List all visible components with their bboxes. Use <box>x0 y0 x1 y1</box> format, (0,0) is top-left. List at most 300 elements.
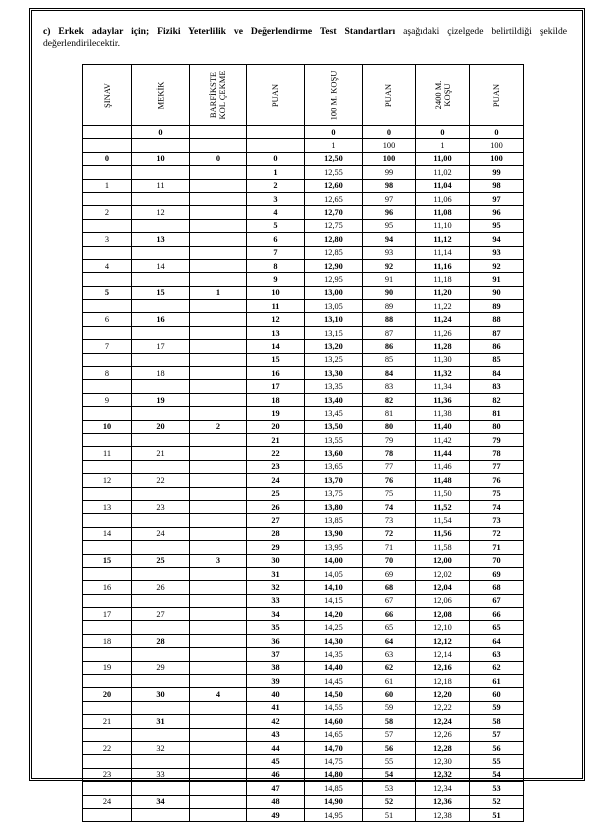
cell-puan-2: 61 <box>363 675 416 688</box>
cell-sinav <box>83 728 132 741</box>
cell-sinav <box>83 782 132 795</box>
cell-puan-2: 65 <box>363 621 416 634</box>
cell-sinav <box>83 487 132 500</box>
cell-puan-1: 27 <box>247 514 305 527</box>
cell-2400m: 0 <box>416 126 470 139</box>
cell-puan-3: 85 <box>470 353 524 366</box>
cell-mekik <box>132 326 190 339</box>
cell-puan-3: 58 <box>470 715 524 728</box>
cell-puan-3: 54 <box>470 768 524 781</box>
table-row <box>83 554 524 567</box>
cell-2400m: 11,36 <box>416 393 470 406</box>
cell-puan-2: 87 <box>363 326 416 339</box>
cell-puan-2: 66 <box>363 608 416 621</box>
cell-barfiks <box>190 701 247 714</box>
cell-mekik <box>132 594 190 607</box>
cell-puan-1: 44 <box>247 741 305 754</box>
cell-mekik <box>132 621 190 634</box>
cell-puan-3: 79 <box>470 433 524 446</box>
cell-mekik: 21 <box>132 447 190 460</box>
cell-sinav <box>83 273 132 286</box>
cell-puan-3: 68 <box>470 581 524 594</box>
cell-2400m: 12,06 <box>416 594 470 607</box>
cell-barfiks <box>190 621 247 634</box>
cell-puan-1: 34 <box>247 608 305 621</box>
cell-sinav <box>83 353 132 366</box>
cell-2400m: 11,58 <box>416 541 470 554</box>
table-row <box>83 768 524 781</box>
cell-2400m: 12,14 <box>416 648 470 661</box>
cell-puan-2: 76 <box>363 474 416 487</box>
cell-2400m: 11,06 <box>416 192 470 205</box>
cell-puan-2: 59 <box>363 701 416 714</box>
cell-puan-1: 14 <box>247 340 305 353</box>
cell-mekik <box>132 353 190 366</box>
cell-puan-2: 57 <box>363 728 416 741</box>
cell-barfiks: 3 <box>190 554 247 567</box>
cell-100m: 14,05 <box>305 567 363 580</box>
cell-2400m: 12,04 <box>416 581 470 594</box>
cell-puan-2: 77 <box>363 460 416 473</box>
cell-100m: 12,80 <box>305 233 363 246</box>
cell-mekik: 10 <box>132 152 190 165</box>
cell-puan-3: 63 <box>470 648 524 661</box>
cell-puan-1: 43 <box>247 728 305 741</box>
cell-puan-3: 81 <box>470 407 524 420</box>
cell-barfiks <box>190 326 247 339</box>
table-row <box>83 741 524 754</box>
cell-puan-2: 90 <box>363 286 416 299</box>
cell-sinav: 3 <box>83 233 132 246</box>
cell-puan-1: 4 <box>247 206 305 219</box>
cell-2400m: 12,02 <box>416 567 470 580</box>
cell-puan-1: 48 <box>247 795 305 808</box>
cell-puan-1: 38 <box>247 661 305 674</box>
cell-sinav: 2 <box>83 206 132 219</box>
cell-2400m: 12,34 <box>416 782 470 795</box>
cell-100m: 13,20 <box>305 340 363 353</box>
cell-sinav <box>83 460 132 473</box>
cell-mekik <box>132 166 190 179</box>
cell-100m: 1 <box>305 139 363 152</box>
cell-100m: 13,05 <box>305 300 363 313</box>
table-row <box>83 367 524 380</box>
cell-100m: 13,45 <box>305 407 363 420</box>
cell-sinav <box>83 541 132 554</box>
cell-barfiks <box>190 661 247 674</box>
cell-puan-2: 84 <box>363 367 416 380</box>
fitness-standards-table <box>82 64 524 822</box>
cell-puan-3: 78 <box>470 447 524 460</box>
cell-puan-3: 64 <box>470 634 524 647</box>
cell-sinav <box>83 594 132 607</box>
cell-mekik <box>132 433 190 446</box>
cell-100m: 13,65 <box>305 460 363 473</box>
cell-puan-3: 0 <box>470 126 524 139</box>
cell-puan-2: 56 <box>363 741 416 754</box>
cell-100m: 13,95 <box>305 541 363 554</box>
cell-barfiks <box>190 474 247 487</box>
cell-100m: 14,90 <box>305 795 363 808</box>
cell-puan-3: 65 <box>470 621 524 634</box>
cell-puan-2: 55 <box>363 755 416 768</box>
table-row <box>83 621 524 634</box>
cell-sinav <box>83 701 132 714</box>
cell-100m: 13,10 <box>305 313 363 326</box>
cell-barfiks <box>190 675 247 688</box>
cell-barfiks <box>190 715 247 728</box>
cell-sinav: 16 <box>83 581 132 594</box>
cell-puan-1: 42 <box>247 715 305 728</box>
cell-sinav <box>83 433 132 446</box>
cell-mekik: 33 <box>132 768 190 781</box>
cell-2400m: 11,34 <box>416 380 470 393</box>
cell-2400m: 12,10 <box>416 621 470 634</box>
cell-sinav <box>83 326 132 339</box>
cell-puan-1: 5 <box>247 219 305 232</box>
cell-puan-1: 32 <box>247 581 305 594</box>
cell-sinav <box>83 166 132 179</box>
cell-mekik <box>132 273 190 286</box>
cell-2400m: 11,22 <box>416 300 470 313</box>
cell-puan-2: 79 <box>363 433 416 446</box>
cell-puan-2: 83 <box>363 380 416 393</box>
cell-puan-1: 33 <box>247 594 305 607</box>
cell-2400m: 11,32 <box>416 367 470 380</box>
table-row <box>83 233 524 246</box>
header-row <box>83 65 524 126</box>
table-row <box>83 340 524 353</box>
cell-puan-2: 72 <box>363 527 416 540</box>
cell-100m: 14,30 <box>305 634 363 647</box>
cell-puan-2: 99 <box>363 166 416 179</box>
cell-puan-2: 98 <box>363 179 416 192</box>
cell-puan-3: 74 <box>470 500 524 513</box>
cell-puan-2: 80 <box>363 420 416 433</box>
cell-mekik: 30 <box>132 688 190 701</box>
cell-2400m: 11,04 <box>416 179 470 192</box>
cell-100m: 13,60 <box>305 447 363 460</box>
cell-mekik <box>132 219 190 232</box>
table-row <box>83 715 524 728</box>
cell-mekik <box>132 541 190 554</box>
table-row <box>83 393 524 406</box>
cell-puan-2: 63 <box>363 648 416 661</box>
cell-barfiks <box>190 567 247 580</box>
cell-mekik: 24 <box>132 527 190 540</box>
cell-barfiks <box>190 126 247 139</box>
cell-puan-2: 54 <box>363 768 416 781</box>
cell-sinav: 5 <box>83 286 132 299</box>
cell-sinav <box>83 567 132 580</box>
cell-puan-2: 51 <box>363 808 416 821</box>
header-100m: 100 M. KOŞU <box>305 65 363 126</box>
cell-100m: 14,75 <box>305 755 363 768</box>
cell-mekik: 32 <box>132 741 190 754</box>
cell-puan-2: 71 <box>363 541 416 554</box>
cell-puan-3: 55 <box>470 755 524 768</box>
cell-sinav: 6 <box>83 313 132 326</box>
cell-100m: 14,80 <box>305 768 363 781</box>
cell-puan-1: 24 <box>247 474 305 487</box>
cell-barfiks <box>190 608 247 621</box>
cell-puan-2: 95 <box>363 219 416 232</box>
cell-puan-1: 7 <box>247 246 305 259</box>
cell-puan-1: 35 <box>247 621 305 634</box>
cell-mekik <box>132 460 190 473</box>
cell-puan-3: 100 <box>470 152 524 165</box>
cell-puan-3: 97 <box>470 192 524 205</box>
header-mekik: MEKİK <box>132 65 190 126</box>
cell-sinav <box>83 192 132 205</box>
table-row <box>83 246 524 259</box>
cell-puan-3: 94 <box>470 233 524 246</box>
cell-mekik: 22 <box>132 474 190 487</box>
cell-100m: 0 <box>305 126 363 139</box>
cell-puan-3: 57 <box>470 728 524 741</box>
table-row <box>83 567 524 580</box>
table-row <box>83 313 524 326</box>
cell-2400m: 12,38 <box>416 808 470 821</box>
cell-2400m: 11,00 <box>416 152 470 165</box>
table-row <box>83 179 524 192</box>
cell-barfiks: 1 <box>190 286 247 299</box>
cell-puan-3: 61 <box>470 675 524 688</box>
cell-2400m: 12,18 <box>416 675 470 688</box>
cell-100m: 14,65 <box>305 728 363 741</box>
cell-puan-2: 52 <box>363 795 416 808</box>
table-row <box>83 126 524 139</box>
cell-barfiks <box>190 192 247 205</box>
cell-puan-1: 1 <box>247 166 305 179</box>
cell-2400m: 11,42 <box>416 433 470 446</box>
cell-100m: 13,90 <box>305 527 363 540</box>
cell-sinav: 13 <box>83 500 132 513</box>
cell-2400m: 11,02 <box>416 166 470 179</box>
cell-mekik <box>132 648 190 661</box>
cell-mekik: 25 <box>132 554 190 567</box>
cell-puan-1: 23 <box>247 460 305 473</box>
cell-sinav: 7 <box>83 340 132 353</box>
cell-100m: 13,35 <box>305 380 363 393</box>
table-row <box>83 447 524 460</box>
table-row <box>83 755 524 768</box>
cell-puan-2: 75 <box>363 487 416 500</box>
cell-100m: 12,95 <box>305 273 363 286</box>
cell-barfiks <box>190 219 247 232</box>
cell-100m: 12,50 <box>305 152 363 165</box>
cell-sinav: 11 <box>83 447 132 460</box>
cell-puan-3: 66 <box>470 608 524 621</box>
cell-2400m: 11,20 <box>416 286 470 299</box>
cell-mekik <box>132 728 190 741</box>
cell-mekik: 12 <box>132 206 190 219</box>
cell-2400m: 11,28 <box>416 340 470 353</box>
cell-puan-3: 53 <box>470 782 524 795</box>
cell-mekik <box>132 300 190 313</box>
table-row <box>83 782 524 795</box>
cell-barfiks <box>190 340 247 353</box>
cell-sinav: 0 <box>83 152 132 165</box>
cell-sinav: 10 <box>83 420 132 433</box>
cell-barfiks <box>190 782 247 795</box>
cell-2400m: 12,36 <box>416 795 470 808</box>
cell-2400m: 12,12 <box>416 634 470 647</box>
table-row <box>83 273 524 286</box>
intro-lead: c) Erkek adaylar için; Fiziki Yeterlilik ve Değerlendirme Test Standartları <box>43 26 396 37</box>
cell-sinav: 12 <box>83 474 132 487</box>
table-row <box>83 420 524 433</box>
cell-puan-3: 69 <box>470 567 524 580</box>
table-row <box>83 433 524 446</box>
cell-2400m: 12,26 <box>416 728 470 741</box>
cell-100m: 13,80 <box>305 500 363 513</box>
cell-sinav <box>83 755 132 768</box>
cell-100m: 12,55 <box>305 166 363 179</box>
cell-puan-1: 0 <box>247 152 305 165</box>
cell-mekik: 27 <box>132 608 190 621</box>
cell-puan-2: 92 <box>363 259 416 272</box>
cell-puan-3: 52 <box>470 795 524 808</box>
cell-mekik: 0 <box>132 126 190 139</box>
header-sinav: ŞINAV <box>83 65 132 126</box>
cell-mekik: 13 <box>132 233 190 246</box>
cell-barfiks <box>190 259 247 272</box>
cell-sinav <box>83 407 132 420</box>
cell-100m: 12,60 <box>305 179 363 192</box>
cell-barfiks <box>190 741 247 754</box>
cell-puan-1: 45 <box>247 755 305 768</box>
cell-sinav <box>83 648 132 661</box>
cell-2400m: 11,44 <box>416 447 470 460</box>
cell-puan-3: 86 <box>470 340 524 353</box>
cell-2400m: 11,08 <box>416 206 470 219</box>
cell-puan-3: 59 <box>470 701 524 714</box>
cell-puan-3: 84 <box>470 367 524 380</box>
table-row <box>83 487 524 500</box>
header-2400m: 2400 M. KOŞU <box>416 65 470 126</box>
cell-puan-1: 12 <box>247 313 305 326</box>
cell-sinav <box>83 514 132 527</box>
intro-paragraph <box>43 26 567 50</box>
table-row <box>83 634 524 647</box>
cell-barfiks <box>190 755 247 768</box>
cell-100m: 13,15 <box>305 326 363 339</box>
cell-100m: 14,20 <box>305 608 363 621</box>
header-puan-3: PUAN <box>470 65 524 126</box>
cell-puan-1: 2 <box>247 179 305 192</box>
cell-puan-1: 3 <box>247 192 305 205</box>
table-row <box>83 407 524 420</box>
cell-2400m: 11,56 <box>416 527 470 540</box>
cell-puan-1: 31 <box>247 567 305 580</box>
cell-mekik: 16 <box>132 313 190 326</box>
cell-puan-3: 93 <box>470 246 524 259</box>
cell-puan-2: 91 <box>363 273 416 286</box>
cell-mekik: 23 <box>132 500 190 513</box>
cell-mekik: 26 <box>132 581 190 594</box>
cell-2400m: 11,54 <box>416 514 470 527</box>
cell-2400m: 12,08 <box>416 608 470 621</box>
cell-sinav: 4 <box>83 259 132 272</box>
table-row <box>83 514 524 527</box>
cell-mekik: 19 <box>132 393 190 406</box>
cell-puan-3: 95 <box>470 219 524 232</box>
cell-100m: 14,10 <box>305 581 363 594</box>
cell-sinav <box>83 621 132 634</box>
cell-barfiks <box>190 500 247 513</box>
cell-puan-3: 67 <box>470 594 524 607</box>
cell-2400m: 12,00 <box>416 554 470 567</box>
cell-puan-1: 20 <box>247 420 305 433</box>
table-row <box>83 661 524 674</box>
cell-2400m: 11,48 <box>416 474 470 487</box>
cell-2400m: 11,46 <box>416 460 470 473</box>
cell-puan-1: 39 <box>247 675 305 688</box>
cell-puan-1: 36 <box>247 634 305 647</box>
cell-puan-1: 21 <box>247 433 305 446</box>
cell-barfiks <box>190 795 247 808</box>
cell-puan-1: 30 <box>247 554 305 567</box>
cell-puan-2: 64 <box>363 634 416 647</box>
cell-puan-1: 37 <box>247 648 305 661</box>
cell-puan-3: 73 <box>470 514 524 527</box>
cell-barfiks <box>190 206 247 219</box>
cell-barfiks <box>190 648 247 661</box>
cell-puan-3: 89 <box>470 300 524 313</box>
cell-sinav: 18 <box>83 634 132 647</box>
cell-sinav <box>83 219 132 232</box>
cell-puan-3: 100 <box>470 139 524 152</box>
cell-puan-1: 40 <box>247 688 305 701</box>
cell-barfiks <box>190 728 247 741</box>
cell-sinav: 23 <box>83 768 132 781</box>
cell-puan-3: 62 <box>470 661 524 674</box>
cell-puan-2: 100 <box>363 152 416 165</box>
cell-barfiks <box>190 313 247 326</box>
cell-2400m: 11,40 <box>416 420 470 433</box>
cell-100m: 14,35 <box>305 648 363 661</box>
cell-barfiks <box>190 581 247 594</box>
table-row <box>83 152 524 165</box>
cell-2400m: 12,16 <box>416 661 470 674</box>
cell-puan-2: 86 <box>363 340 416 353</box>
table-row <box>83 675 524 688</box>
cell-puan-1: 25 <box>247 487 305 500</box>
cell-puan-1: 22 <box>247 447 305 460</box>
cell-100m: 14,60 <box>305 715 363 728</box>
table-row <box>83 326 524 339</box>
cell-puan-2: 53 <box>363 782 416 795</box>
cell-sinav: 19 <box>83 661 132 674</box>
cell-puan-3: 72 <box>470 527 524 540</box>
cell-barfiks: 0 <box>190 152 247 165</box>
table-row <box>83 648 524 661</box>
cell-2400m: 11,52 <box>416 500 470 513</box>
cell-mekik <box>132 567 190 580</box>
cell-2400m: 12,28 <box>416 741 470 754</box>
cell-barfiks <box>190 273 247 286</box>
cell-mekik <box>132 487 190 500</box>
cell-barfiks <box>190 447 247 460</box>
cell-100m: 12,75 <box>305 219 363 232</box>
cell-2400m: 12,24 <box>416 715 470 728</box>
cell-2400m: 11,18 <box>416 273 470 286</box>
cell-barfiks <box>190 393 247 406</box>
cell-puan-2: 69 <box>363 567 416 580</box>
cell-100m: 14,55 <box>305 701 363 714</box>
cell-mekik: 31 <box>132 715 190 728</box>
